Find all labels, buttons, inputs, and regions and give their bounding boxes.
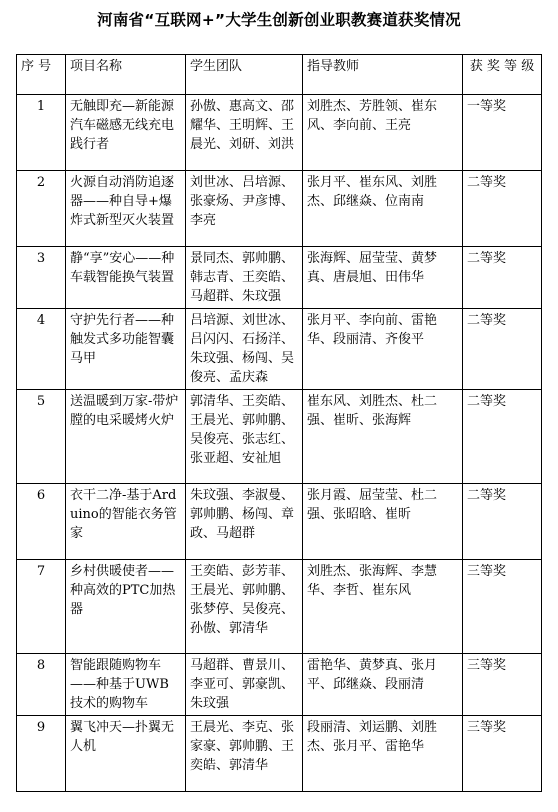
header-project: 项目名称 — [66, 55, 186, 95]
table-header-row — [17, 55, 542, 95]
cell-team: 王晨光、李克、张家豪、郭帅鹏、王奕皓、郭清华 — [186, 716, 303, 792]
table-row — [17, 716, 542, 792]
cell-advisor: 刘胜杰、张海辉、李慧华、李哲、崔东风 — [303, 560, 463, 654]
cell-no: 5 — [17, 390, 66, 484]
table-row — [17, 95, 542, 171]
table-row — [17, 390, 542, 484]
cell-no: 3 — [17, 247, 66, 309]
table-row — [17, 309, 542, 390]
cell-project: 翼飞冲天—扑翼无人机 — [66, 716, 186, 792]
header-team: 学生团队 — [186, 55, 303, 95]
table-row — [17, 171, 542, 247]
cell-team: 景同杰、郭帅鹏、韩志青、王奕皓、马超群、朱玟强 — [186, 247, 303, 309]
cell-award: 一等奖 — [463, 95, 542, 171]
cell-no: 6 — [17, 484, 66, 560]
cell-advisor: 段丽清、刘运鹏、刘胜杰、张月平、雷艳华 — [303, 716, 463, 792]
header-no: 序 号 — [17, 55, 66, 95]
table-row — [17, 247, 542, 309]
cell-award: 三等奖 — [463, 716, 542, 792]
cell-advisor: 刘胜杰、芳胜领、崔东风、李向前、王亮 — [303, 95, 463, 171]
cell-no: 7 — [17, 560, 66, 654]
header-award: 获 奖 等 级 — [463, 55, 542, 95]
cell-advisor: 张月平、崔东风、刘胜杰、邱继焱、位南南 — [303, 171, 463, 247]
cell-advisor: 张月平、李向前、雷艳华、段丽清、齐俊平 — [303, 309, 463, 390]
cell-advisor: 雷艳华、黄梦真、张月平、邱继焱、段丽清 — [303, 654, 463, 716]
cell-team: 孙傲、惠高文、邵耀华、王明辉、王晨光、刘研、刘洪 — [186, 95, 303, 171]
cell-award: 二等奖 — [463, 309, 542, 390]
cell-project: 智能跟随购物车——种基于UWB技术的购物车 — [66, 654, 186, 716]
cell-no: 8 — [17, 654, 66, 716]
cell-team: 郭清华、王奕皓、王晨光、郭帅鹏、吴俊亮、张志红、张亚超、安祉旭 — [186, 390, 303, 484]
table-row — [17, 654, 542, 716]
cell-award: 二等奖 — [463, 390, 542, 484]
cell-award: 二等奖 — [463, 171, 542, 247]
cell-team: 吕培源、刘世冰、吕闪闪、石扬洋、朱玟强、杨闯、吴俊亮、孟庆森 — [186, 309, 303, 390]
cell-project: 乡村供暖使者——种高效的PTC加热器 — [66, 560, 186, 654]
cell-award: 二等奖 — [463, 247, 542, 309]
cell-award: 二等奖 — [463, 484, 542, 560]
cell-no: 9 — [17, 716, 66, 792]
cell-team: 马超群、曹景川、李亚可、郭豪凯、朱玟强 — [186, 654, 303, 716]
cell-award: 三等奖 — [463, 560, 542, 654]
cell-project: 守护先行者——种触发式多功能智囊马甲 — [66, 309, 186, 390]
cell-team: 王奕皓、彭芳菲、王晨光、郭帅鹏、张梦停、吴俊亮、孙傲、郭清华 — [186, 560, 303, 654]
page-title: 河南省“互联网+”大学生创新创业职教赛道获奖情况 — [97, 11, 461, 29]
cell-award: 三等奖 — [463, 654, 542, 716]
cell-project: 衣干二净-基于Arduino的智能衣务管家 — [66, 484, 186, 560]
cell-project: 火源自动消防追逐器——种自导+爆炸式新型灭火装置 — [66, 171, 186, 247]
cell-no: 1 — [17, 95, 66, 171]
cell-project: 无触即充—新能源汽车磁感无线充电践行者 — [66, 95, 186, 171]
awards-table — [16, 54, 542, 792]
cell-team: 朱玟强、李淑曼、郭帅鹏、杨闯、章政、马超群 — [186, 484, 303, 560]
cell-project: 送温暖到万家-带炉膛的电采暖烤火炉 — [66, 390, 186, 484]
header-advisor: 指导教师 — [303, 55, 463, 95]
cell-team: 刘世冰、吕培源、张豪炀、尹彦博、李亮 — [186, 171, 303, 247]
cell-advisor: 张海辉、屈莹莹、黄梦真、唐晨旭、田伟华 — [303, 247, 463, 309]
table-row — [17, 560, 542, 654]
cell-no: 2 — [17, 171, 66, 247]
cell-no: 4 — [17, 309, 66, 390]
cell-advisor: 崔东风、刘胜杰、杜二强、崔昕、张海辉 — [303, 390, 463, 484]
cell-advisor: 张月霞、屈莹莹、杜二强、张昭晗、崔昕 — [303, 484, 463, 560]
table-row — [17, 484, 542, 560]
cell-project: 静“享”安心——种车载智能换气装置 — [66, 247, 186, 309]
